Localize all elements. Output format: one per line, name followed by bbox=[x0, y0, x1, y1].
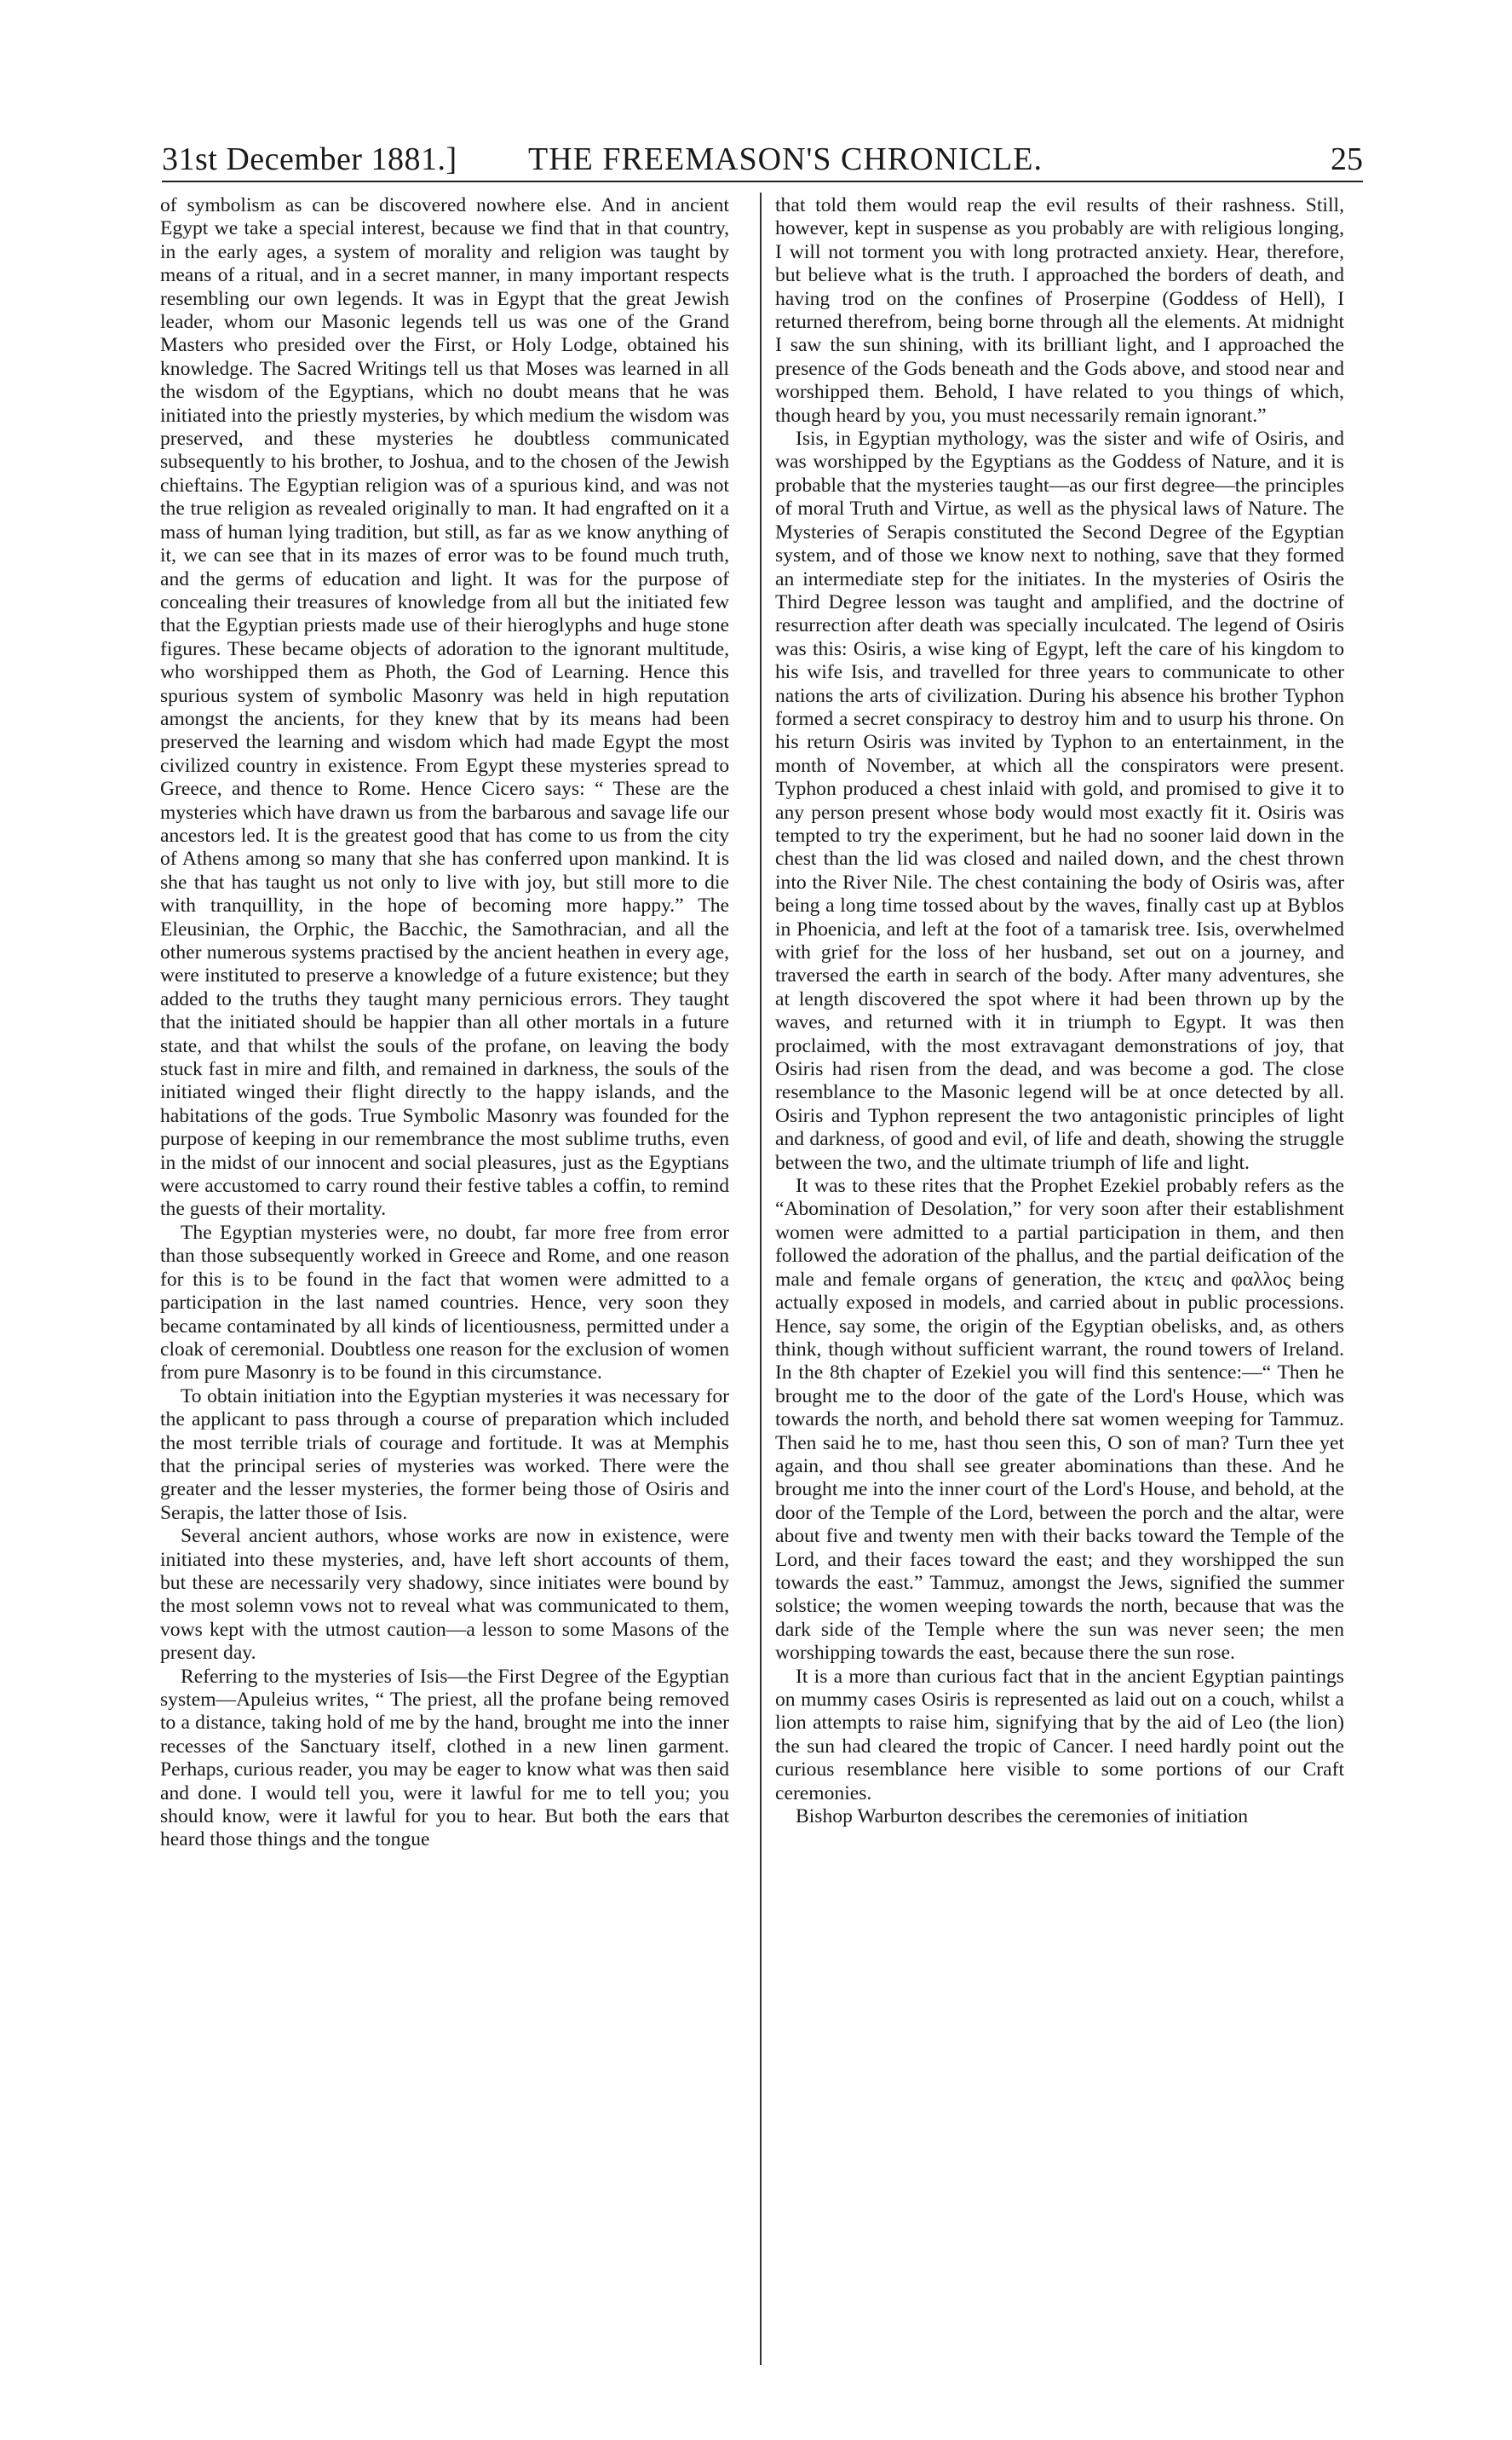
publication-title: THE FREEMASON'S CHRONICLE. bbox=[528, 141, 1043, 177]
left-column bbox=[160, 194, 729, 2375]
page-number: 25 bbox=[1331, 141, 1363, 177]
article-paragraph: It is a more than curious fact that in the ancient Egyptian paintings on mummy cases Osiris is represented as laid out on a couch, whilst a lion attempts to raise him, signifying that by the aid of Leo (the lion) the sun had cleared the tropic of Cancer. I need hardly point out the curious resemblance here visible to some portions of our Craft ceremonies. bbox=[775, 1665, 1344, 1804]
article-paragraph: Isis, in Egyptian mythology, was the sister and wife of Osiris, and was worshipped by the Egyptians as the Goddess of Nature, and it is probable that the mysteries taught—as our first degree—the principles of moral Truth and Virtue, as well as the physical laws of Nature. The Mysteries of Serapis constituted the Second Degree of the Egyptian system, and of those we know next to nothing, save that they formed an intermediate step for the initiates. In the mysteries of Osiris the Third Degree lesson was taught and amplified, and the doctrine of resurrection after death was specially inculcated. The legend of Osiris was this: Osiris, a wise king of Egypt, left the care of his kingdom to his wife Isis, and travelled for three years to communicate to other nations the arts of civilization. During his absence his brother Typhon formed a secret conspiracy to destroy him and to usurp his throne. On his return Osiris was invited by Typhon to an entertainment, in the month of November, at which all the conspirators were present. Typhon produced a chest inlaid with gold, and promised to give it to any person present whose body would most exactly fit it. Osiris was tempted to try the experiment, but he had no sooner laid down in the chest than the lid was closed and nailed down, and the chest thrown into the River Nile. The chest containing the body of Osiris was, after being a long time tossed about by the waves, finally cast up at Byblos in Phoenicia, and left at the foot of a tamarisk tree. Isis, overwhelmed with grief for the loss of her husband, set out on a journey, and traversed the earth in search of the body. After many adventures, she at length discovered the spot where it had been thrown up by the waves, and returned with it in triumph to Egypt. It was then proclaimed, with the most extravagant demonstrations of joy, that Osiris had risen from the dead, and was become a god. The close resemblance to the Masonic legend will be at once detected by all. Osiris and Typhon represent the two antagonistic principles of light and darkness, of good and evil, of life and death, showing the struggle between the two, and the ultimate triumph of life and light. bbox=[775, 428, 1344, 1174]
article-paragraph: Referring to the mysteries of Isis—the First Degree of the Egyptian system—Apuleius writes, “ The priest, all the profane being removed to a distance, taking hold of me by the hand, brought me into the inner recesses of the Sanctuary itself, clothed in a new linen garment. Perhaps, curious reader, you may be eager to know what was then said and done. I would tell you, were it lawful for me to tell you; you should know, were it lawful for you to hear. But both the ears that heard those things and the tongue bbox=[160, 1665, 729, 1851]
article-paragraph: To obtain initiation into the Egyptian mysteries it was necessary for the applicant to pass through a course of preparation which included the most terrible trials of courage and fortitude. It was at Memphis that the principal series of mysteries was worked. There were the greater and the lesser mysteries, the former being those of Osiris and Serapis, the latter those of Isis. bbox=[160, 1384, 729, 1524]
issue-date: 31st December 1881.] bbox=[162, 141, 457, 177]
right-column bbox=[775, 194, 1344, 2375]
article-paragraph: that told them would reap the evil results of their rashness. Still, however, kept in suspense as you probably are with religious longing, I will not torment you with long protracted anxiety. Hear, therefore, but believe what is the truth. I approached the borders of death, and having trod on the confines of Proserpine (Goddess of Hell), I returned therefrom, being borne through all the elements. At midnight I saw the sun shining, with its brilliant light, and I approached the presence of the Gods beneath and the Gods above, and stood near and worshipped them. Behold, I have related to you things of which, though heard by you, you must necessarily remain ignorant.” bbox=[775, 194, 1344, 427]
header-rule bbox=[162, 181, 1363, 182]
article-paragraph: Several ancient authors, whose works are now in existence, were initiated into these mysteries, and, have left short accounts of them, but these are necessarily very shadowy, since initiates were bound by the most solemn vows not to reveal what was communicated to them, vows kept with the utmost caution—a lesson to some Masons of the present day. bbox=[160, 1525, 729, 1665]
article-paragraph: The Egyptian mysteries were, no doubt, far more free from error than those subsequently worked in Greece and Rome, and one reason for this is to be found in the fact that women were admitted to a participation in the last named countries. Hence, very soon they became contaminated by all kinds of licentiousness, permitted under a cloak of ceremonial. Doubtless one reason for the exclusion of women from pure Masonry is to be found in this circumstance. bbox=[160, 1221, 729, 1384]
column-divider bbox=[760, 193, 762, 2365]
article-paragraph: Bishop Warburton describes the ceremonies of initiation bbox=[796, 1805, 1249, 1828]
article-paragraph: It was to these rites that the Prophet Ezekiel probably refers as the “Abomination of Desolation,” for very soon after their establishment women were admitted to a partial participation in them, and then followed the adoration of the phallus, and the partial deification of the male and female organs of generation, the κτεις and φαλλος being actually exposed in models, and carried about in public processions. Hence, say some, the origin of the Egyptian obelisks, and, as others think, though without sufficient warrant, the round towers of Ireland. In the 8th chapter of Ezekiel you will find this sentence:—“ Then he brought me to the door of the gate of the Lord's House, which was towards the north, and behold there sat women weeping for Tammuz. Then said he to me, hast thou seen this, O son of man? Turn thee yet again, and thou shall see greater abominations than these. And he brought me into the inner court of the Lord's House, and behold, at the door of the Temple of the Lord, between the porch and the altar, were about five and twenty men with their backs toward the Temple of the Lord, and their faces toward the east; and they worshipped the sun towards the east.” Tammuz, amongst the Jews, signified the summer solstice; the women weeping towards the north, because that was the dark side of the Temple where the sun was never seen; the men worshipping towards the east, because there the sun rose. bbox=[775, 1175, 1344, 1665]
masthead bbox=[162, 141, 1363, 175]
article-paragraph: of symbolism as can be discovered nowhere else. And in ancient Egypt we take a special interest, because we find that in that country, in the early ages, a system of morality and religion was taught by means of a ritual, and in a secret manner, in many important respects resembling our own legends. It was in Egypt that the great Jewish leader, whom our Masonic legends tell us was one of the Grand Masters who presided over the First, or Holy Lodge, obtained his knowledge. The Sacred Writings tell us that Moses was learned in all the wisdom of the Egyptians, which no doubt means that he was initiated into the priestly mysteries, by which medium the wisdom was preserved, and these mysteries he doubtless communicated subsequently to his brother, to Joshua, and to the chosen of the Jewish chieftains. The Egyptian religion was of a spurious kind, and was not the true religion as revealed originally to man. It had engrafted on it a mass of human lying tradition, but still, as far as we know anything of it, we can see that in its mazes of error was to be found much truth, and the germs of education and light. It was for the purpose of concealing their treasures of knowledge from all but the initiated few that the Egyptian priests made use of their hieroglyphs and huge stone figures. These became objects of adoration to the ignorant multitude, who worshipped them as Photh, the God of Learning. Hence this spurious system of symbolic Masonry was held in high reputation amongst the ancients, for they knew that by its means had been preserved the learning and wisdom which had made Egypt the most civilized country in existence. From Egypt these mysteries spread to Greece, and thence to Rome. Hence Cicero says: “ These are the mysteries which have drawn us from the barbarous and savage life our ancestors led. It is the greatest good that has come to us from the city of Athens among so many that she has conferred upon mankind. It is she that has taught us not only to live with joy, but still more to die with tranquillity, in the hope of becoming more happy.” The Eleusinian, the Orphic, the Bacchic, the Samothracian, and all the other numerous systems practised by the ancient heathen in every age, were instituted to preserve a knowledge of a future existence; but they added to the truths they taught many pernicious errors. They taught that the initiated should be happier than all other mortals in a future state, and that whilst the souls of the profane, on leaving the body stuck fast in mire and filth, and remained in darkness, the souls of the initiated winged their flight directly to the happy islands, and the habitations of the gods. True Symbolic Masonry was founded for the purpose of keeping in our remembrance the most sublime truths, even in the midst of our innocent and social pleasures, just as the Egyptians were accustomed to carry round their festive tables a coffin, to remind the guests of their mortality. bbox=[160, 194, 729, 1221]
